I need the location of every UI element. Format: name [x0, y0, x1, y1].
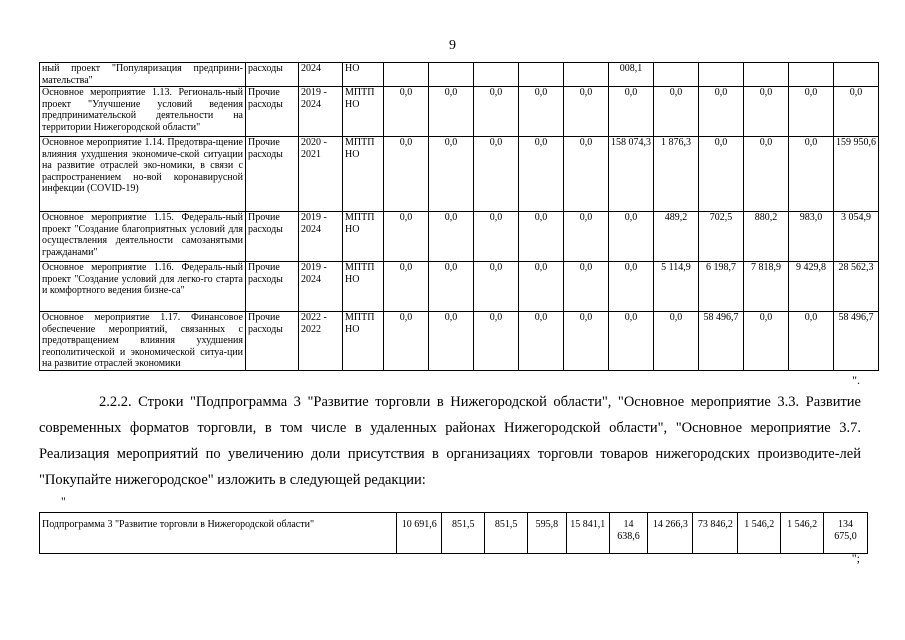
value-cell: [834, 63, 879, 87]
value-cell: 158 074,3: [609, 137, 654, 212]
value-cell: 0,0: [474, 137, 519, 212]
expense-type: Прочие расходы: [246, 262, 299, 312]
value-cell: 0,0: [429, 87, 474, 137]
value-cell: 0,0: [519, 262, 564, 312]
value-cell: 0,0: [429, 212, 474, 262]
value-cell: 0,0: [384, 137, 429, 212]
value-cell: 58 496,7: [834, 312, 879, 371]
value-cell: 5 114,9: [654, 262, 699, 312]
value-cell: 1 546,2: [738, 513, 781, 554]
measure-name: Основное мероприятие 1.16. Федераль-ный проект "Создание условий для легко-го старта и комфортного ведения бизне-са": [40, 262, 246, 312]
value-cell: [429, 63, 474, 87]
value-cell: [519, 63, 564, 87]
value-cell: 0,0: [429, 262, 474, 312]
expense-type: Прочие расходы: [246, 212, 299, 262]
value-cell: 0,0: [789, 312, 834, 371]
value-cell: 0,0: [609, 212, 654, 262]
table-row: [40, 63, 879, 87]
value-cell: 0,0: [519, 212, 564, 262]
value-cell: 0,0: [789, 87, 834, 137]
table-row: [40, 87, 879, 137]
value-cell: 0,0: [519, 137, 564, 212]
value-cell: 0,0: [429, 137, 474, 212]
subprogram-name: Подпрограмма 3 "Развитие торговли в Нижегородской области": [40, 513, 397, 554]
measure-name: Основное мероприятие 1.14. Предотвра-щение влияния ухудшения экономиче-ской ситуации на развитие отраслей эко-номики, в связи с распространением но-вой коронавирусной инфекции (COVID-19): [40, 137, 246, 212]
value-cell: 0,0: [744, 312, 789, 371]
amendment-paragraph: 2.2.2. Строки "Подпрограмма 3 "Развитие торговли в Нижегородской области", "Основное мероприятие 3.3. Развитие современных форматов торговли, в том числе в удаленных районах Нижегородской области", "Основное мероприятие 3.7. Реализация мероприятий по увеличению доли присутствия в организациях торговли товаров нижегородских производите-лей "Покупайте нижегородское" изложить в следующей редакции:: [39, 394, 861, 488]
value-cell: 0,0: [564, 212, 609, 262]
value-cell: 14 266,3: [648, 513, 693, 554]
value-cell: 14 638,6: [609, 513, 648, 554]
value-cell: 0,0: [699, 137, 744, 212]
period-years: 2019 - 2024: [299, 87, 343, 137]
value-cell: 0,0: [564, 262, 609, 312]
value-cell: 851,5: [442, 513, 485, 554]
executor: МПТП НО: [343, 87, 384, 137]
value-cell: 134 675,0: [824, 513, 868, 554]
value-cell: [744, 63, 789, 87]
value-cell: 0,0: [609, 262, 654, 312]
value-cell: 851,5: [485, 513, 528, 554]
close-quote: ".: [852, 373, 860, 387]
value-cell: 0,0: [384, 312, 429, 371]
executor: МПТП НО: [343, 312, 384, 371]
table-row: [40, 137, 879, 212]
value-cell: 595,8: [528, 513, 567, 554]
executor: МПТП НО: [343, 262, 384, 312]
value-cell: 489,2: [654, 212, 699, 262]
value-cell: 6 198,7: [699, 262, 744, 312]
value-cell: 0,0: [519, 87, 564, 137]
table-row: [40, 312, 879, 371]
value-cell: [654, 63, 699, 87]
value-cell: 0,0: [474, 262, 519, 312]
value-cell: 0,0: [429, 312, 474, 371]
expense-type: Прочие расходы: [246, 137, 299, 212]
table-row: [40, 212, 879, 262]
value-cell: [384, 63, 429, 87]
value-cell: 0,0: [384, 87, 429, 137]
value-cell: 0,0: [564, 137, 609, 212]
value-cell: 702,5: [699, 212, 744, 262]
value-cell: 0,0: [609, 87, 654, 137]
expense-type: Прочие расходы: [246, 87, 299, 137]
value-cell: 880,2: [744, 212, 789, 262]
value-cell: 159 950,6: [834, 137, 879, 212]
value-cell: 008,1: [609, 63, 654, 87]
value-cell: 0,0: [384, 262, 429, 312]
value-cell: [699, 63, 744, 87]
period-years: 2024: [299, 63, 343, 87]
value-cell: 0,0: [564, 312, 609, 371]
period-years: 2020 - 2021: [299, 137, 343, 212]
page-number: 9: [449, 38, 456, 53]
expense-type: расходы: [246, 63, 299, 87]
value-cell: 0,0: [474, 212, 519, 262]
expense-type: Прочие расходы: [246, 312, 299, 371]
value-cell: 0,0: [609, 312, 654, 371]
open-quote: ": [61, 494, 66, 508]
table-row: [40, 262, 879, 312]
value-cell: 0,0: [744, 87, 789, 137]
executor: МПТП НО: [343, 212, 384, 262]
value-cell: [474, 63, 519, 87]
value-cell: 73 846,2: [693, 513, 738, 554]
value-cell: 0,0: [834, 87, 879, 137]
value-cell: 10 691,6: [397, 513, 442, 554]
value-cell: 7 818,9: [744, 262, 789, 312]
subprogram-row: [40, 513, 868, 554]
value-cell: 0,0: [519, 312, 564, 371]
value-cell: 58 496,7: [699, 312, 744, 371]
program-table: [39, 62, 879, 371]
value-cell: 0,0: [564, 87, 609, 137]
value-cell: [564, 63, 609, 87]
subprogram-table: [39, 512, 868, 554]
program-table-body: [40, 63, 879, 371]
value-cell: 9 429,8: [789, 262, 834, 312]
measure-name: Основное мероприятие 1.17. Финансовое обеспечение мероприятий, связанных с предотвращением влияния ухудшения геополитической и экономической ситуа-ции на развитие отраслей экономики: [40, 312, 246, 371]
value-cell: 0,0: [654, 87, 699, 137]
measure-name: Основное мероприятие 1.15. Федераль-ный проект "Создание благоприятных условий для осуществления деятельности самозанятыми гражданами": [40, 212, 246, 262]
value-cell: 0,0: [384, 212, 429, 262]
value-cell: 0,0: [474, 312, 519, 371]
period-years: 2022 - 2022: [299, 312, 343, 371]
value-cell: 3 054,9: [834, 212, 879, 262]
measure-name: Основное мероприятие 1.13. Региональ-ный проект "Улучшение условий ведения предпринимательской деятельности на территории Нижегородской области": [40, 87, 246, 137]
period-years: 2019 - 2024: [299, 212, 343, 262]
value-cell: 0,0: [699, 87, 744, 137]
value-cell: [789, 63, 834, 87]
period-years: 2019 - 2024: [299, 262, 343, 312]
measure-name: ный проект "Популяризация предприни-мательства": [40, 63, 246, 87]
value-cell: 28 562,3: [834, 262, 879, 312]
value-cell: 0,0: [474, 87, 519, 137]
value-cell: 0,0: [744, 137, 789, 212]
executor: МПТП НО: [343, 137, 384, 212]
close-quote-2: ";: [851, 551, 860, 565]
value-cell: 0,0: [789, 137, 834, 212]
executor: НО: [343, 63, 384, 87]
value-cell: 15 841,1: [566, 513, 609, 554]
value-cell: 983,0: [789, 212, 834, 262]
value-cell: 0,0: [654, 312, 699, 371]
value-cell: 1 876,3: [654, 137, 699, 212]
value-cell: 1 546,2: [781, 513, 824, 554]
